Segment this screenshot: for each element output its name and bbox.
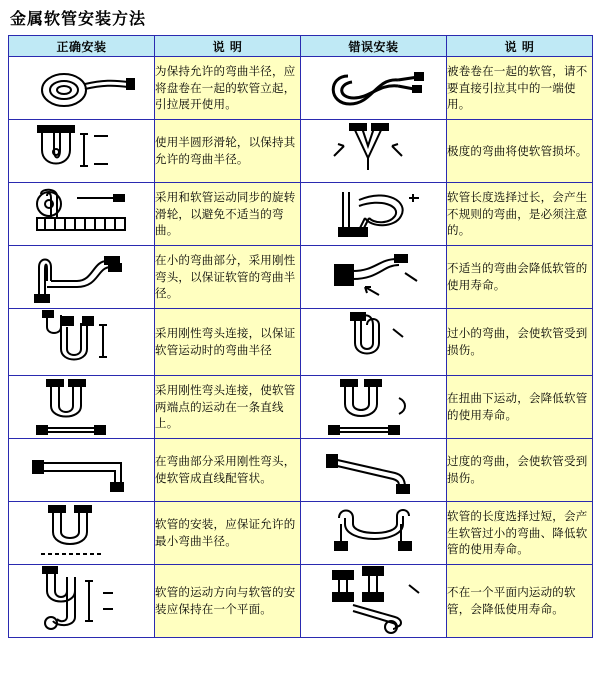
header-wrong-install: 错误安装: [301, 36, 447, 57]
figure-semicircular-pulley-loop-icon: [9, 120, 155, 183]
table-row: [9, 120, 593, 183]
header-correct-note: 说 明: [155, 36, 301, 57]
figure-u-bend-inline-ends-icon: [9, 376, 155, 439]
note-wrong: 被卷卷在一起的软管，请不要直接引拉其中的一端使用。: [447, 57, 593, 120]
figure-rotating-pulley-chain-icon: [9, 183, 155, 246]
figure-too-long-flat-loop-icon: [301, 502, 447, 565]
figure-minimum-bend-radius-u-icon: [9, 502, 155, 565]
note-wrong: 过度的弯曲，会使软管受到损伤。: [447, 439, 593, 502]
figure-excessive-bend-straight-run-icon: [301, 439, 447, 502]
figure-straight-run-with-elbow-icon: [9, 439, 155, 502]
figure-rigid-elbow-small-bend-icon: [9, 246, 155, 309]
note-wrong: 软管的长度选择过短，会产生软管过小的弯曲、降低软管的使用寿命。: [447, 502, 593, 565]
note-correct: 软管的运动方向与软管的安装应保持在一个平面。: [155, 565, 301, 638]
note-correct: 软管的安装，应保证允许的最小弯曲半径。: [155, 502, 301, 565]
note-correct: 采用刚性弯头连接，使软管两端点的运动在一条直线上。: [155, 376, 301, 439]
note-wrong: 软管长度选择过长，会产生不规则的弯曲，是必须注意的。: [447, 183, 593, 246]
note-wrong: 极度的弯曲将使软管损坏。: [447, 120, 593, 183]
figure-same-plane-motion-icon: [9, 565, 155, 638]
note-correct: 采用和软管运动同步的旋转滑轮，以避免不适当的弯曲。: [155, 183, 301, 246]
table-row: [9, 376, 593, 439]
header-wrong-note: 说 明: [447, 36, 593, 57]
figure-coiled-hose-pulled-straight-icon: [301, 57, 447, 120]
table-row: [9, 439, 593, 502]
figure-improper-tight-bend-icon: [301, 246, 447, 309]
table-row: [9, 502, 593, 565]
figure-sharp-vee-bend-icon: [301, 120, 447, 183]
note-correct: 在小的弯曲部分，采用刚性弯头，以保证软管的弯曲半径。: [155, 246, 301, 309]
figure-out-of-plane-motion-icon: [301, 565, 447, 638]
table-row: [9, 565, 593, 638]
note-correct: 为保持允许的弯曲半径，应将盘卷在一起的软管立起，引拉展开使用。: [155, 57, 301, 120]
figure-too-small-bend-radius-icon: [301, 309, 447, 376]
page-title: 金属软管安装方法: [10, 9, 147, 28]
figure-rigid-elbow-u-loop-icon: [9, 309, 155, 376]
installation-methods-table: [8, 35, 593, 638]
note-wrong: 不适当的弯曲会降低软管的使用寿命。: [447, 246, 593, 309]
note-correct: 在弯曲部分采用刚性弯头，使软管成直线配管状。: [155, 439, 301, 502]
figure-over-long-hose-loop-icon: [301, 183, 447, 246]
note-wrong: 过小的弯曲，会使软管受到损伤。: [447, 309, 593, 376]
table-row: [9, 246, 593, 309]
note-correct: 采用刚性弯头连接，以保证软管运动时的弯曲半径: [155, 309, 301, 376]
table-row: [9, 183, 593, 246]
header-correct-install: 正确安装: [9, 36, 155, 57]
note-wrong: 不在一个平面内运动的软管，会降低使用寿命。: [447, 565, 593, 638]
figure-coiled-hose-roll-icon: [9, 57, 155, 120]
table-row: [9, 309, 593, 376]
figure-twisted-u-bend-icon: [301, 376, 447, 439]
table-row: [9, 57, 593, 120]
table-header-row: [9, 36, 593, 57]
note-correct: 使用半圆形滑轮，以保持其允许的弯曲半径。: [155, 120, 301, 183]
note-wrong: 在扭曲下运动，会降低软管的使用寿命。: [447, 376, 593, 439]
